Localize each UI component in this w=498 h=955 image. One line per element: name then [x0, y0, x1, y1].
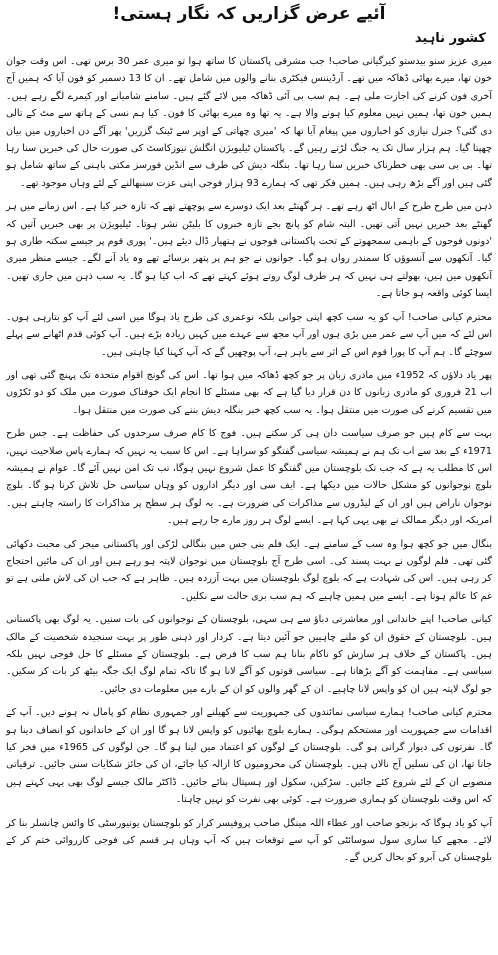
paragraph-9: آپ کو یاد ہوگا کہ بزنجو صاحب اور عطاء اللہ مینگل صاحب پروفیسر کرار کو بلوچستان یونیورسٹی کا وائس چانسلر بنا کر لائے۔ مجھے کیا ساری سول سوسائٹی کو آپ سے توقعات ہیں کہ آپ وہاں ہر قسم کی فوجی کارروائی ختم کر کے بلوچستان کی آبرو کو بحال کریں گے۔ — [6, 817, 492, 864]
paragraph-7: کیانی صاحب! اپنے خاندانی اور معاشرتی دباؤ سے ہی سہی، بلوچستان کے نوجوانوں کی بات سنیں۔ یہ لوگ بھی پاکستانی ہیں۔ بلوچستان کے حقوق ان کو ملنے چاہییں جو آئین دیتا ہے۔ کردار اور ذہنی طور پر بہت سنجیدہ شخصیت کے مالک ہیں۔ پاکستان کے خلاف ہر سازش کو ناکام بنانا ہم سب کا فرض ہے۔ بلوچستان کے مسئلے کا حل فوجی نہیں بلکہ سیاسی ہے۔ مفاہمت کو آگے بڑھانا ہے۔ سیاسی قوتوں کو آگے لانا ہو گا تاکہ تمام لوگ ایک جگہ بیٹھ کر بات کر سکیں۔ جو لوگ لاپتہ ہیں ان کو واپس لانا چاہیے۔ ان کے گھر والوں کو ان کے بارے میں معلومات دی جائیں۔ — [6, 614, 492, 695]
paragraph-5: بہت سے کام ہیں جو صرف سیاست دان ہی کر سکتے ہیں۔ فوج کا کام صرف سرحدوں کی حفاظت ہے۔ جس طرح 1971ء کے بعد سے اب تک ہم نے ہمیشہ سیاسی گفتگو کو سراہا ہے۔ اس کا سبب یہ نہیں کہ ہمارے پاس صلاحیت نہیں، اس کا مطلب یہ ہے کہ جب تک بلوچستان میں گفتگو کا عمل شروع نہیں ہوگا، تب تک امن نہیں آئے گا۔ عوام نے ہمیشہ بلوچ نوجوانوں کو مشکل حالات میں دیکھا ہے۔ ایف سی اور دیگر اداروں کو وہاں سیاسی حل تلاش کرنا ہو گا۔ بلوچ نوجوان ناراض ہیں اور ان کے لیڈروں سے مذاکرات کی ضرورت ہے۔ یہ لوگ ہر سطح پر مذاکرات کا راستہ چاہتے ہیں۔ امریکہ اور دیگر ممالک نے بھی یہی کہا ہے۔ ایسے لوگ ہر روز مارے جا رہے ہیں۔ — [6, 428, 492, 527]
paragraph-1: میری عزیز سنو بیدستو کیرگیانی صاحب! جب مشرقی پاکستان کا ساتھ ہوا تو میری عمر 30 برس تھی۔ اس وقت جوان خون تھا، میرے بھائی ڈھاکہ میں تھے۔ آرڈیننس فیکٹری بنانے والوں میں شامل تھے۔ ان کا 13 دسمبر کو فون آیا کہ ہمیں آج آخری فون کرنے کی اجازت ملی ہے۔ ہم سب بی آئی ڈھاکہ میں لائے گئے ہیں۔ سامنے شامیانے اور کیمرے لگے رہے ہیں۔ ہمیں خون تھا، ہمیں نہیں معلوم کیا ہونے والا ہے۔ یہ تھا وہ میرے بھائی کا فون۔ کیا ہم نسی کے ہاتھ سے مٹ کے تالی دی گئی؟ جنرل نیازی کو اخباروں میں پیغام آیا تھا کہ 'میری چھاتی کے اوپر سے ٹینک گزریں' پھر آگے دن اخباروں میں بیان چھپتا گیا۔ ہم ہزار سال تک یہ جنگ لڑتے رہیں گے۔ پاکستان ٹیلیویژن انگلش نیوزکاسٹ کی صورت حال کی خبریں سنا رہا تھا۔ بی بی سی بھی خطرناک خبریں سنا رہا تھا۔ بنگلہ دیش کی طرف سے انڈین فورسز مکتی باہنی کے ساتھ شامل ہو گئی ہیں اور آگے بڑھ رہی ہیں۔ ہمیں فکر تھی کہ ہمارے 93 ہزار فوجی اپنی عزت سنبھالنے کے لئے وہاں موجود تھے۔ — [6, 56, 492, 189]
paragraph-2: ذہن میں طرح طرح کے ابال اٹھ رہے تھے۔ ہر گھنٹے بعد ایک دوسرے سے پوچھتے تھے کہ تازہ خبر کیا ہے۔ اس زمانے میں ہر گھنٹے بعد خبریں نہیں آتی تھیں۔ البتہ شام کو پانچ بجے تازہ خبروں کا بلیٹن نشر ہوتا۔ ٹیلیویژن پر بھی خبریں آتیں کہ 'دونوں فوجوں کے باہمی سمجھوتے کے تحت پاکستانی فوجوں نے ہتھیار ڈال دیئے ہیں۔' پوری قوم پر جیسے سکتہ طاری ہو گیا۔ آنکھوں سے آنسوؤں کا سمندر رواں ہو گیا۔ جوانوں نے جو ہم پر پتھر برسائے تھے وہ یاد آنے لگے۔ جیسے منظر میری آنکھوں میں ہیں، بھولتے ہی نہیں کہ ہر طرف لوگ روتے ہوئے کہتے تھے کہ اب کیا ہو گا۔ یہ سب ذہن میں جاری تھیں۔ ایسا کوئی واقعہ ہو جاتا ہے۔ — [6, 201, 492, 300]
paragraph-3: محترم کیانی صاحب! آپ کو یہ سب کچھ اپنی جوانی بلکہ نوعمری کی طرح یاد ہوگا میں اسی لئے آپ کو بتارہی ہوں۔ اس لئے کہ میں آپ سے عمر میں بڑی ہوں اور آپ مجھ سے عہدے میں کہیں زیادہ بڑے ہیں۔ آپ کوئی قدم اٹھانے سے پہلے سوچئے گا۔ ہم آپ کا پورا قوم اس کے اثر سے باہر ہے، آپ پوچھیں گے کہ آپ کہنا کیا چاہتی ہیں۔ — [6, 311, 492, 358]
paragraph-6: بنگال میں جو کچھ ہوا وہ سب کے سامنے ہے۔ ایک فلم بنی جس میں بنگالی لڑکی اور پاکستانی میجر کی محبت دکھائی گئی تھی۔ فلم لوگوں نے بہت پسند کی۔ اسی طرح آج بلوچستان میں نوجوان لاپتہ ہو رہے ہیں اور ان کی مائیں احتجاج کر رہی ہیں۔ اس کی شہادت ہے کہ بلوچ لوگ بلوچستان میں بہت آزردہ ہیں۔ ظاہر ہے کہ جب ان کی لاش ملتی ہے تو غم کا عالم ہوتا ہے۔ ایسے میں ہمیں چاہیے کہ ہم سب بری حالت سے نکلیں۔ — [6, 538, 492, 602]
paragraph-8: محترم کیانی صاحب! ہمارے سیاسی نمائندوں کی جمہوریت سے کھیلنے اور جمہوری نظام کو پامال نہ ہونے دیں۔ آپ کے اقدامات سے جمہوریت اور مستحکم ہوگی۔ ہمارے بلوچ بھائیوں کو واپس لانا ہو گا اور ان کے خاندانوں کو انصاف دینا ہو گا۔ نفرتوں کی دیوار گرانی ہو گی۔ بلوچستان کے لوگوں کو اعتماد میں لینا ہو گا۔ جن لوگوں کی 1965ء میں فخر کیا جاتا تھا، ان کی نسلیں آج نالاں ہیں۔ بلوچستان کی محرومیوں کا ازالہ کیا جائے، ان کی جائز شکایات سنی جائیں۔ ترقیاتی منصوبے ان کے لئے شروع کئے جائیں۔ سڑکیں، سکول اور ہسپتال بنائے جائیں۔ ڈاکٹر مالک جیسے لوگ بھی یہی کہتے ہیں کہ اس وقت بلوچستان کو ہماری ضرورت ہے۔ کوئی بھی نفرت کو نہیں چاہتا۔ — [6, 707, 492, 806]
author-name: کشور ناہید — [414, 31, 486, 46]
paragraph-4: پھر یاد دلاؤں کہ 1952ء میں مادری زبان پر جو کچھ ڈھاکہ میں ہوا تھا۔ اس کی گونج اقوام متحدہ تک پہنچ گئی تھی اور اب 21 فروری کو مادری زبانوں کا دن قرار دیا گیا ہے کہ بھی مسئلے کا انجام ایک خوفناک صورت میں ملک کو دو ٹکڑوں میں تقسیم کرنے کی صورت میں منتقل ہوا۔ یہ سب کچھ خبر بنگلہ دیش بننے کی صورت میں منتقل ہوا۔ — [6, 369, 493, 416]
article-title: آئیے عرض گزاریں کہ نگار ہستی! — [112, 4, 386, 24]
article-body — [6, 53, 492, 867]
